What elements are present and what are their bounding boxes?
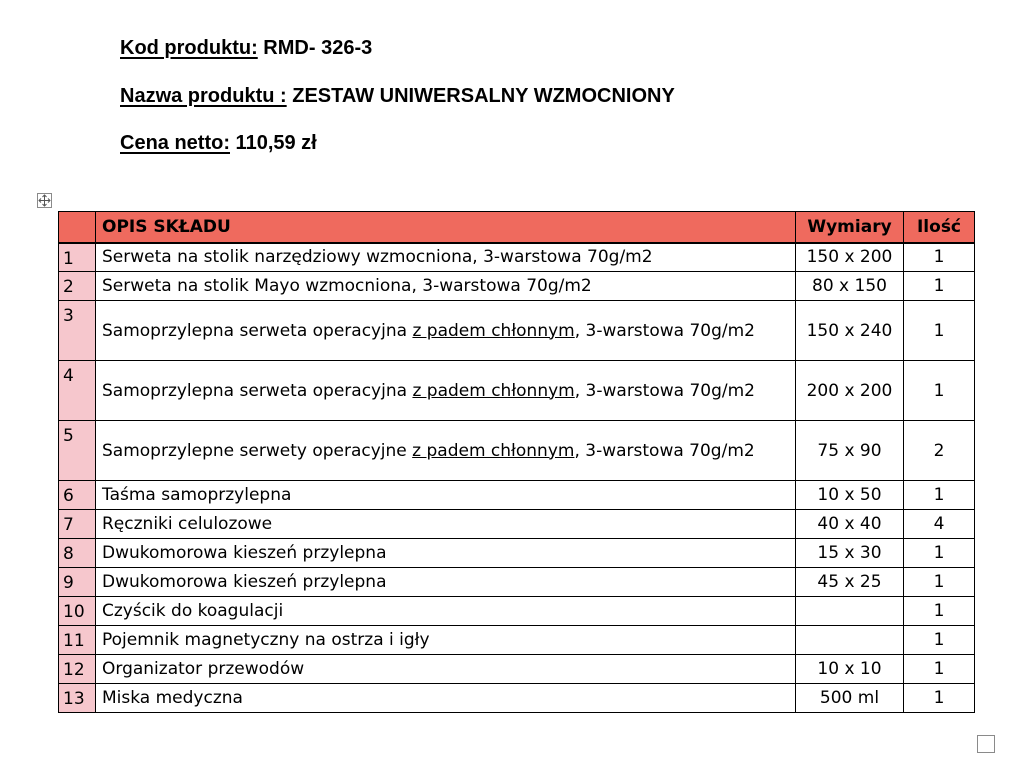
row-quantity: 1 <box>904 272 975 301</box>
description-text: Organizator przewodów <box>102 659 305 679</box>
table-header-row <box>59 212 975 243</box>
row-quantity: 1 <box>904 626 975 655</box>
description-text: Dwukomorowa kieszeń przylepna <box>102 543 387 563</box>
row-quantity: 1 <box>904 684 975 713</box>
row-dimensions: 500 ml <box>796 684 904 713</box>
table-row <box>59 510 975 539</box>
row-number: 7 <box>59 510 96 539</box>
description-text-suffix: , 3-warstowa 70g/m2 <box>574 380 755 401</box>
row-number: 10 <box>59 597 96 626</box>
description-text: Ręczniki celulozowe <box>102 514 273 534</box>
description-text: Pojemnik magnetyczny na ostrza i igły <box>102 630 430 650</box>
table-row <box>59 568 975 597</box>
table-row <box>59 361 975 421</box>
description-text: Taśma samoprzylepna <box>102 485 292 505</box>
table-row <box>59 626 975 655</box>
row-dimensions: 200 x 200 <box>796 361 904 421</box>
table-row <box>59 684 975 713</box>
row-quantity: 1 <box>904 568 975 597</box>
table-row <box>59 481 975 510</box>
row-dimensions: 45 x 25 <box>796 568 904 597</box>
description-text: Samoprzylepna serweta operacyjna <box>102 380 413 401</box>
table-row <box>59 243 975 272</box>
row-dimensions <box>796 626 904 655</box>
table-move-icon[interactable] <box>37 193 52 208</box>
col-header-quantity: Ilość <box>904 212 975 243</box>
net-price-value: 110,59 zł <box>230 132 317 154</box>
row-number: 13 <box>59 684 96 713</box>
row-description <box>96 361 796 421</box>
table-row <box>59 421 975 481</box>
description-text: Samoprzylepne serwety operacyjne <box>102 440 413 461</box>
row-quantity: 1 <box>904 361 975 421</box>
table-row <box>59 597 975 626</box>
row-number: 12 <box>59 655 96 684</box>
row-description <box>96 481 796 510</box>
row-number: 11 <box>59 626 96 655</box>
row-quantity: 1 <box>904 301 975 361</box>
table-row <box>59 272 975 301</box>
row-description <box>96 539 796 568</box>
product-name-value: ZESTAW UNIWERSALNY WZMOCNIONY <box>286 85 675 107</box>
col-header-number <box>59 212 96 243</box>
row-dimensions: 10 x 10 <box>796 655 904 684</box>
composition-table <box>58 211 975 713</box>
row-dimensions: 40 x 40 <box>796 510 904 539</box>
description-underlined-text: z padem chłonnym <box>412 440 575 461</box>
product-code-label: Kod produktu: <box>120 37 258 59</box>
row-quantity: 2 <box>904 421 975 481</box>
row-description <box>96 272 796 301</box>
row-description <box>96 626 796 655</box>
row-quantity: 1 <box>904 655 975 684</box>
row-number: 4 <box>59 361 96 421</box>
row-dimensions <box>796 597 904 626</box>
row-description <box>96 655 796 684</box>
product-name-line <box>120 84 675 108</box>
row-quantity: 1 <box>904 597 975 626</box>
row-number: 9 <box>59 568 96 597</box>
row-dimensions: 75 x 90 <box>796 421 904 481</box>
description-text-suffix: , 3-warstowa 70g/m2 <box>574 320 755 341</box>
product-name-label: Nazwa produktu : <box>120 85 287 107</box>
description-text: Serweta na stolik Mayo wzmocniona, 3-warstowa 70g/m2 <box>102 276 592 296</box>
row-dimensions: 150 x 240 <box>796 301 904 361</box>
row-dimensions: 150 x 200 <box>796 243 904 272</box>
row-number: 6 <box>59 481 96 510</box>
row-description <box>96 510 796 539</box>
row-description <box>96 243 796 272</box>
description-text: Miska medyczna <box>102 688 243 708</box>
col-header-dimensions: Wymiary <box>796 212 904 243</box>
row-quantity: 4 <box>904 510 975 539</box>
table-resize-icon[interactable] <box>977 735 995 753</box>
row-description <box>96 568 796 597</box>
row-number: 2 <box>59 272 96 301</box>
row-quantity: 1 <box>904 481 975 510</box>
table-row <box>59 539 975 568</box>
row-number: 1 <box>59 243 96 272</box>
description-text: Dwukomorowa kieszeń przylepna <box>102 572 387 592</box>
row-dimensions: 10 x 50 <box>796 481 904 510</box>
row-dimensions: 15 x 30 <box>796 539 904 568</box>
table-row <box>59 655 975 684</box>
product-code-value: RMD- 326-3 <box>257 37 373 59</box>
description-text: Samoprzylepna serweta operacyjna <box>102 320 413 341</box>
row-quantity: 1 <box>904 243 975 272</box>
row-number: 3 <box>59 301 96 361</box>
row-quantity: 1 <box>904 539 975 568</box>
description-underlined-text: z padem chłonnym <box>412 380 575 401</box>
net-price-line <box>120 131 317 155</box>
product-code-line <box>120 36 372 60</box>
row-description <box>96 421 796 481</box>
description-text-suffix: , 3-warstowa 70g/m2 <box>574 440 755 461</box>
row-description <box>96 684 796 713</box>
row-number: 8 <box>59 539 96 568</box>
row-description <box>96 301 796 361</box>
net-price-label: Cena netto: <box>120 132 230 154</box>
col-header-description: OPIS SKŁADU <box>96 212 796 243</box>
description-text: Serweta na stolik narzędziowy wzmocniona, 3-warstowa 70g/m2 <box>102 247 653 268</box>
row-number: 5 <box>59 421 96 481</box>
table-row <box>59 301 975 361</box>
description-text: Czyścik do koagulacji <box>102 601 284 621</box>
description-underlined-text: z padem chłonnym <box>412 320 575 341</box>
row-dimensions: 80 x 150 <box>796 272 904 301</box>
row-description <box>96 597 796 626</box>
